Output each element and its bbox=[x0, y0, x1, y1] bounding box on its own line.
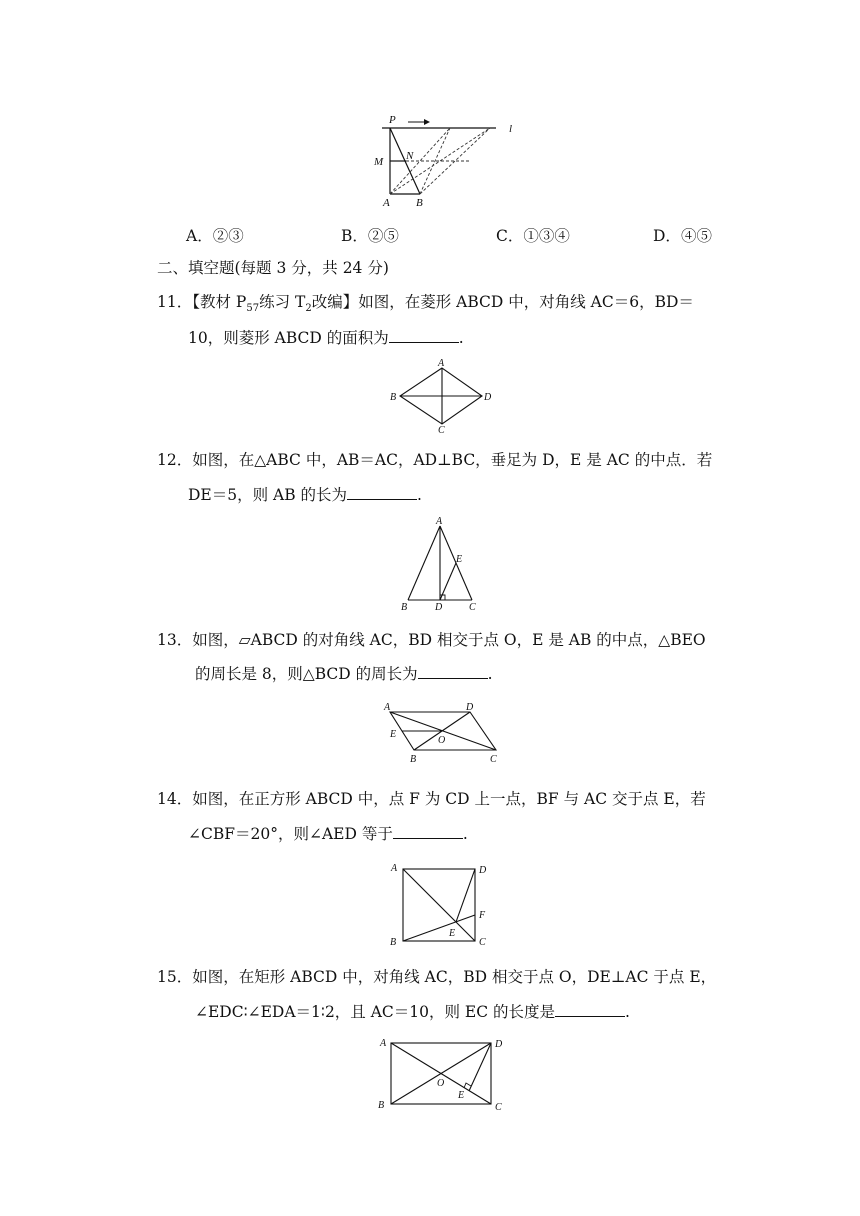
label-C: C bbox=[495, 1102, 502, 1113]
q11-number: 11． bbox=[157, 293, 193, 311]
label-C: C bbox=[479, 937, 486, 948]
label-B: B bbox=[410, 754, 417, 765]
q11-source: 【教材 $P_{57}$练习 $T_2$改编】 bbox=[192, 293, 359, 315]
answer-blank-q15[interactable] bbox=[555, 1002, 625, 1017]
option-a: A．②③ bbox=[186, 227, 244, 245]
figure-q14 bbox=[386, 856, 496, 952]
label-P: P bbox=[389, 114, 396, 126]
q14-text-1: 如图，在正方形 ABCD 中，点 F 为 CD 上一点，BF 与 AC 交于点 E，若 bbox=[192, 790, 706, 808]
label-l: l bbox=[509, 123, 513, 135]
label-E: E bbox=[390, 729, 397, 740]
figure-q10 bbox=[360, 108, 530, 213]
label-D: D bbox=[479, 865, 487, 876]
q14-text-2: ∠CBF＝20°，则∠AED 等于 bbox=[188, 825, 393, 843]
section-title: 二、填空题(每题 3 分，共 24 分) bbox=[157, 259, 389, 277]
q14-line2: ∠CBF＝20°，则∠AED 等于 . bbox=[188, 825, 468, 843]
label-A: A bbox=[384, 702, 391, 713]
option-b: B．②⑤ bbox=[341, 227, 399, 245]
option-d: D．④⑤ bbox=[653, 227, 712, 245]
label-E: E bbox=[458, 1090, 465, 1101]
q11-text-2: 10，则菱形 ABCD 的面积为 bbox=[188, 329, 389, 347]
q12-number: 12． bbox=[157, 451, 193, 469]
q11-line1 bbox=[157, 292, 694, 319]
q11-line2: 10，则菱形 ABCD 的面积为 . bbox=[188, 329, 464, 347]
label-F: F bbox=[479, 910, 486, 921]
label-E: E bbox=[449, 928, 456, 939]
label-O: O bbox=[437, 1078, 445, 1089]
label-B: B bbox=[378, 1100, 385, 1111]
label-B: B bbox=[401, 602, 408, 613]
label-B: B bbox=[416, 197, 423, 209]
figure-q12 bbox=[396, 514, 486, 614]
label-D: D bbox=[495, 1039, 503, 1050]
label-C: C bbox=[469, 602, 476, 613]
q13-number: 13． bbox=[157, 631, 193, 649]
label-D: D bbox=[484, 392, 492, 403]
label-B: B bbox=[390, 392, 397, 403]
q12-line2: DE＝5，则 AB 的长为 . bbox=[188, 486, 422, 504]
q12-line1 bbox=[157, 450, 712, 470]
answer-blank-q11[interactable] bbox=[389, 328, 459, 343]
label-A: A bbox=[383, 197, 390, 209]
label-C: C bbox=[438, 425, 445, 436]
q13-line1 bbox=[157, 630, 706, 650]
label-B: B bbox=[390, 937, 397, 948]
q13-text-1: 如图，▱ABCD 的对角线 AC，BD 相交于点 O，E 是 AB 的中点，△BEO bbox=[192, 631, 706, 649]
figure-q11 bbox=[384, 356, 494, 436]
q12-text-1: 如图，在△ABC 中，AB＝AC，AD⊥BC，垂足为 D，E 是 AC 的中点．若 bbox=[192, 451, 713, 469]
q11-text-1: 如图，在菱形 ABCD 中，对角线 AC＝6，BD＝ bbox=[358, 293, 694, 311]
label-N: N bbox=[406, 150, 414, 162]
label-C: C bbox=[490, 754, 497, 765]
figure-q15 bbox=[374, 1030, 514, 1116]
answer-blank-q13[interactable] bbox=[418, 664, 488, 679]
q14-number: 14． bbox=[157, 790, 193, 808]
label-A: A bbox=[380, 1038, 387, 1049]
q15-line1 bbox=[157, 967, 716, 987]
q13-line2: 的周长是 8，则△BCD 的周长为 . bbox=[195, 665, 493, 683]
label-A: A bbox=[391, 863, 398, 874]
q13-text-2: 的周长是 8，则△BCD 的周长为 bbox=[195, 665, 418, 683]
label-D: D bbox=[466, 702, 474, 713]
q15-line2: ∠EDC∶∠EDA＝1∶2，且 AC＝10，则 EC 的长度是 . bbox=[195, 1003, 630, 1021]
label-A: A bbox=[438, 358, 445, 369]
q14-line1 bbox=[157, 789, 706, 809]
q12-text-2: DE＝5，则 AB 的长为 bbox=[188, 486, 348, 504]
answer-blank-q12[interactable] bbox=[347, 485, 417, 500]
label-A: A bbox=[436, 516, 443, 527]
label-D: D bbox=[435, 602, 443, 613]
q15-text-2: ∠EDC∶∠EDA＝1∶2，且 AC＝10，则 EC 的长度是 bbox=[195, 1003, 556, 1021]
q15-number: 15． bbox=[157, 968, 193, 986]
option-c: C．①③④ bbox=[496, 227, 570, 245]
q15-text-1: 如图，在矩形 ABCD 中，对角线 AC，BD 相交于点 O，DE⊥AC 于点 E， bbox=[192, 968, 717, 986]
figure-q13 bbox=[380, 698, 510, 768]
answer-blank-q14[interactable] bbox=[393, 824, 463, 839]
label-O: O bbox=[438, 735, 446, 746]
label-E: E bbox=[456, 554, 463, 565]
label-M: M bbox=[374, 156, 384, 168]
